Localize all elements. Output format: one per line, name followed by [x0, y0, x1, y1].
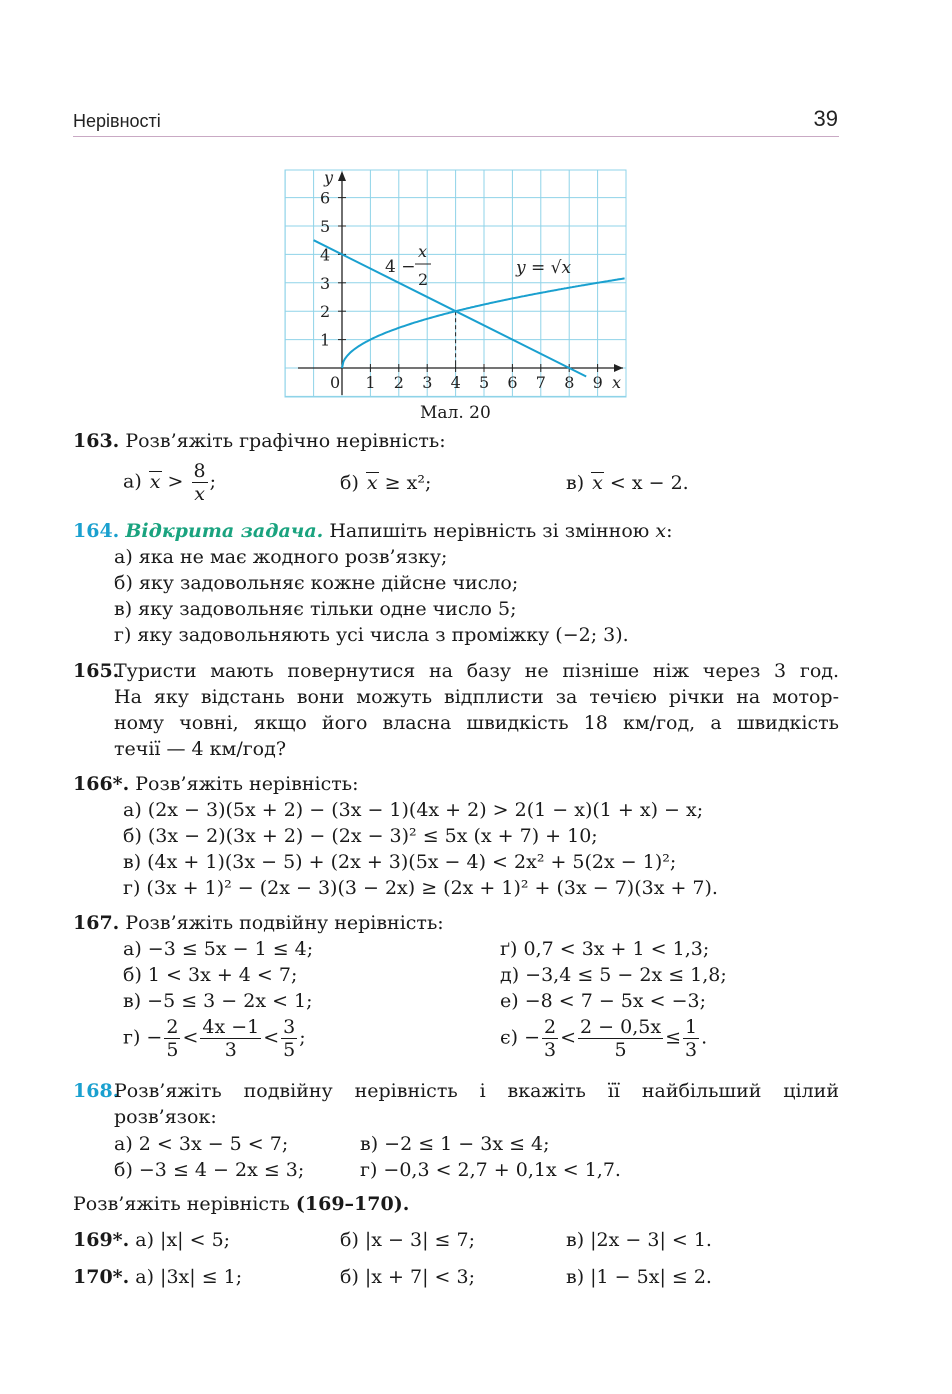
problem-number: 163.	[73, 430, 120, 452]
line-label-denominator: 2	[418, 270, 429, 289]
running-header-title: Нерівності	[73, 111, 161, 131]
problem-number: 166*.	[73, 773, 130, 795]
numerator: 8	[193, 460, 206, 482]
problem-169	[73, 1227, 230, 1253]
list-item: г) (3x + 1)² − (2x − 3)(3 − 2x) ≥ (2x + 1)² + (3x − 7)(3x + 7).	[123, 877, 718, 899]
fraction	[192, 460, 208, 505]
intro-range: (169–170).	[295, 1193, 410, 1215]
fraction	[200, 1016, 261, 1061]
paragraph-line: течії — 4 км/год?	[114, 738, 287, 760]
list-item: а) 2 < 3x − 5 < 7;	[114, 1133, 289, 1155]
fraction	[542, 1016, 558, 1061]
curves	[314, 240, 625, 376]
item-label: є)	[500, 1026, 519, 1049]
x-tick-label: 1	[365, 373, 376, 392]
denominator: 3	[224, 1039, 237, 1061]
list-item: б) 1 < 3x + 4 < 7;	[123, 964, 298, 986]
list-item: д) −3,4 ≤ 5 − 2x ≤ 1,8;	[500, 964, 727, 986]
numerator: 3	[283, 1016, 296, 1038]
problem-number: 164.	[73, 520, 120, 542]
list-item: г) −0,3 < 2,7 + 0,1x < 1,7.	[360, 1159, 621, 1181]
y-tick-label: 6	[320, 188, 331, 208]
problem-number: 165.	[73, 660, 120, 682]
y-tick-label: 1	[320, 330, 331, 350]
numerator: 4x −1	[202, 1016, 260, 1038]
list-item: в) −2 ≤ 1 − 3x ≤ 4;	[360, 1133, 550, 1155]
y-tick-label: 3	[320, 273, 331, 293]
x-axis-label: x	[612, 373, 622, 392]
denominator: 5	[166, 1039, 179, 1061]
list-item: в) (4x + 1)(3x − 5) + (2x + 3)(5x − 4) < 2x² + 5(2x − 1)²;	[123, 851, 677, 873]
origin-label: 0	[330, 373, 341, 392]
item-label: г)	[123, 1026, 141, 1049]
denominator: 3	[544, 1039, 557, 1061]
intro-text: Розв’яжіть нерівність	[73, 1193, 290, 1215]
problem-number: 168.	[73, 1080, 120, 1102]
curve-label: y = √x	[516, 258, 572, 278]
problem-165-number	[73, 658, 119, 684]
list-item: б) |x − 3| ≤ 7;	[340, 1229, 475, 1251]
paragraph-line: Розв’яжіть подвійну нерівність і вкажіть її найбільший цілий	[114, 1080, 839, 1102]
problem-text: Розв’яжіть нерівність:	[135, 773, 359, 795]
numerator: 2	[544, 1016, 557, 1038]
x-tick-label: 5	[479, 373, 490, 392]
punct: :	[666, 520, 673, 542]
list-item: а) |3x| ≤ 1;	[135, 1266, 243, 1288]
paragraph-line: розв’язок:	[114, 1106, 217, 1128]
fraction	[683, 1016, 699, 1061]
figure-caption: Мал. 20	[420, 403, 491, 423]
denominator: x	[194, 483, 205, 505]
problem-166-title	[73, 771, 359, 797]
expression: < x − 2.	[603, 472, 689, 494]
problem-number: 170*.	[73, 1266, 130, 1288]
list-item: в) |2x − 3| < 1.	[566, 1229, 712, 1251]
item-label: б)	[340, 472, 359, 494]
y-axis-label: y	[324, 168, 334, 187]
problem-170	[73, 1264, 242, 1290]
list-item: в) яку задовольняє тільки одне число 5;	[114, 598, 517, 620]
list-item: а) (2x − 3)(5x + 2) − (3x − 1)(4x + 2) > 2(1 − x)(1 + x) − x;	[123, 799, 704, 821]
problem-167-title	[73, 910, 444, 936]
x-tick-label: 6	[507, 373, 518, 392]
numerator: 2	[166, 1016, 179, 1038]
x-tick-label: 4	[450, 373, 461, 392]
problem-number: 167.	[73, 912, 120, 934]
numerator: 2 − 0,5x	[580, 1016, 662, 1038]
problem-168-number	[73, 1078, 119, 1104]
list-item: е) −8 < 7 − 5x < −3;	[500, 990, 707, 1012]
tick-labels	[320, 168, 621, 392]
problem-text: Розв’яжіть графічно нерівність:	[125, 430, 446, 452]
list-item: в) |1 − 5x| ≤ 2.	[566, 1266, 712, 1288]
y-tick-label: 5	[320, 217, 331, 236]
denominator: 3	[685, 1039, 698, 1061]
problem-164-title	[73, 518, 673, 544]
denominator: 5	[283, 1039, 296, 1061]
expression: ≥ x²;	[378, 472, 432, 494]
list-item: а) |x| < 5;	[135, 1229, 231, 1251]
x-tick-label: 2	[393, 373, 404, 392]
problem-163-a: а) x > $\frac{8}{x}$ ;	[123, 460, 217, 505]
header-rule	[73, 136, 839, 137]
list-item: г) яку задовольняють усі числа з проміжку (−2; 3).	[114, 624, 629, 646]
list-item: б) (3x − 2)(3x + 2) − (2x − 3)² ≤ 5x (x + 7) + 10;	[123, 825, 598, 847]
problem-163-title	[73, 428, 446, 454]
figure-graph	[280, 165, 640, 400]
line-label-numerator: x	[418, 242, 428, 261]
fraction	[578, 1016, 663, 1061]
list-item: б) |x + 7| < 3;	[340, 1266, 475, 1288]
fraction	[281, 1016, 297, 1061]
problem-text: Напишіть нерівність зі змінною	[329, 520, 650, 542]
paragraph-line: На яку відстань вони можуть відплисти за течією річки на мотор-	[114, 686, 839, 708]
x-tick-label: 7	[535, 373, 546, 392]
y-tick-label: 2	[320, 302, 331, 322]
variable: x	[655, 520, 667, 542]
y-tick-label: 4	[320, 245, 331, 265]
problem-167-ye: є) − $\frac{2}{3}$ < $\frac{2 - 0,5x}{5}$ ≤ $\frac{1}{3}$ .	[500, 1016, 708, 1061]
problem-163-c	[566, 470, 689, 496]
item-label: а)	[123, 470, 142, 493]
x-axis-arrow	[614, 364, 623, 372]
open-task-tag: Відкрита задача.	[125, 520, 324, 542]
fraction	[164, 1016, 180, 1061]
paragraph-line: Туристи мають повернутися на базу не пізніше ніж через 3 год.	[114, 660, 839, 682]
list-item: ґ) 0,7 < 3x + 1 < 1,3;	[500, 938, 710, 960]
problem-text: Розв’яжіть подвійну нерівність:	[125, 912, 444, 934]
line-label-prefix: 4 −	[385, 257, 416, 277]
punct: ;	[209, 470, 217, 493]
problem-163-b	[340, 470, 431, 496]
denominator: 5	[614, 1039, 627, 1061]
sqrt-x: x	[592, 472, 603, 494]
item-label: в)	[566, 472, 585, 494]
x-tick-label: 9	[592, 373, 603, 392]
list-item: а) −3 ≤ 5x − 1 ≤ 4;	[123, 938, 314, 960]
section-intro	[73, 1191, 409, 1217]
sqrt-x: x	[366, 472, 378, 494]
list-item: а) яка не має жодного розв’язку;	[114, 546, 448, 568]
problem-number: 169*.	[73, 1229, 130, 1251]
sqrt-curve-series	[342, 278, 625, 368]
y-axis-arrow	[338, 171, 346, 181]
numerator: 1	[685, 1016, 698, 1038]
x-tick-label: 8	[564, 373, 575, 392]
paragraph-line: ному човні, якщо його власна швидкість 18 км/год, а швидкість	[114, 712, 839, 734]
page-number: 39	[813, 106, 838, 131]
problem-167-g: г) − $\frac{2}{5}$ < $\frac{4x -1}{3}$ < $\frac{3}{5}$ ;	[123, 1016, 306, 1061]
sqrt-x: x	[149, 470, 161, 493]
list-item: в) −5 ≤ 3 − 2x < 1;	[123, 990, 313, 1012]
x-tick-label: 3	[422, 373, 433, 392]
list-item: б) −3 ≤ 4 − 2x ≤ 3;	[114, 1159, 305, 1181]
list-item: б) яку задовольняє кожне дійсне число;	[114, 572, 519, 594]
